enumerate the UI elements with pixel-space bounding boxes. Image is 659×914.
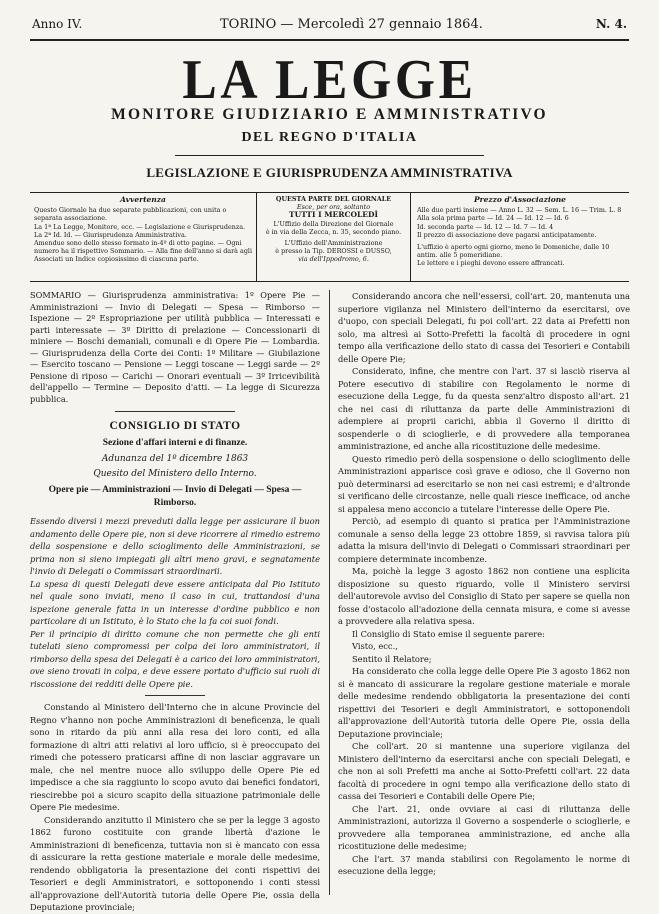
massima-paragraph: La spesa di questi Delegati deve essere anticipata dal Pio Istituto nel quale sono inviati, meno il caso in cui, trattandosi d'una ispezione generale fatta in un interesse d'ordine pubblico e non particolare di un Istituto, è lo Stato che la fa coi suoi fondi. — [30, 578, 320, 626]
info-boxes — [30, 192, 629, 282]
body-paragraph: Visto, ecc., — [352, 641, 398, 651]
body-paragraph: Che coll'art. 20 si mantenne una superiore vigilanza del Ministero dell'interno da esercitarsi anche con speciali Delegati, e che non ai soli Prefetti ma anche ai Sotto-Prefetti coll'art. 22 data facoltà di procedere in ogni tempo alla verificazione dello stato di cassa dei Tesorieri e Contabili delle Opere Pie; — [338, 741, 630, 801]
body-paragraph: Che l'art. 21, onde ovviare ai casi di riluttanza delle Amministrazioni, autorizza il Governo a sospenderle o scioglierle, e provvedere alla temporanea amministrazione, ed anche alla ricostituzione delle medesime; — [338, 803, 630, 851]
publication-line: TUTTI I MERCOLEDÌ — [288, 210, 378, 220]
consiglio-heading: CONSIGLIO DI STATO — [109, 420, 241, 432]
massima-paragraph: Essendo diversi i mezzi preveduti dalla legge per assicurare il buon andamento delle Opere pie, non si deve ricorrere al rimedio estremo della sospensione e dello scioglimento delle Amministrazioni, se prima non si sieno impiegati gli altri meno gravi, e segnatamente l'invio di Delegati o Commissari straordinarii. — [30, 516, 320, 576]
body-paragraph: Sentito il Relatore; — [352, 653, 432, 664]
section-heading: LEGISLAZIONE E GIURISPRUDENZA AMMINISTRATIVA — [146, 165, 513, 180]
prezzo-note: Le lettere e i pieghi devono essere affrancati. — [417, 259, 565, 268]
right-column — [338, 290, 630, 878]
avvertenza-line: La 2ª Id. Id. — Giurisprudenza Amministrativa. — [34, 230, 187, 239]
masthead-topline — [32, 17, 627, 37]
publication-line: è presso la Tip. DEROSSI e DUSSO, — [275, 247, 392, 256]
publication-line: QUESTA PARTE DEL GIORNALE — [275, 195, 392, 203]
massima-paragraph: Per il principio di diritto comune che non permette che gli enti tutelati sieno compromessi per colpa dei loro amministratori, il rimborso della spesa dei Delegati è a carico dei loro amministratori, ove sieno trovati in colpa, e deve essere portato d'ufficio sui ruoli di riscossione dei redditi delle Opere pie. — [30, 628, 320, 689]
avvertenza-heading: Avvertenza — [120, 195, 166, 204]
prezzo-row: Il prezzo di associazione deve pagarsi anticipatamente. — [417, 230, 597, 239]
body-paragraph: Ha considerato che colla legge delle Opere Pie 3 agosto 1862 non si è mancato di assicurare la regolare gestione materiale e morale delle medesime rendendo obbligatoria la presentazione dei conti rispettivi dei Tesorieri e degli Amministratori, e sottoponendoli all'approvazione dell'Autorità tutoria delle Opere Pie, ossia della Deputazione provinciale; — [338, 666, 630, 739]
newspaper-title: LA LEGGE — [182, 49, 477, 111]
prezzo-box — [411, 193, 629, 281]
body-paragraph: Ma, poichè la legge 3 agosto 1862 non contiene una esplicita disposizione su questo riguardo, volle il Ministero servirsi dell'autorevole avviso del Consiglio di Stato per sapere se quella non fosse d'ostacolo all'adozione della cennata misura, e come si avesse a provvedere alla relativa spesa. — [338, 566, 630, 626]
massima-rule — [145, 695, 205, 696]
publication-line: Esce, per ora, soltanto — [296, 203, 371, 212]
volume-label: Anno IV. — [32, 17, 83, 31]
body-paragraph: Perciò, ad esempio di quanto si pratica per l'Amministrazione comunale a senso della legge 23 ottobre 1859, si ravvisa talora più adatta la misura dell'invio di Delegati o Commissari straordinari per compiere determinate incombenze. — [338, 516, 630, 564]
body-paragraph: Considerando ancora che nell'essersi, coll'art. 20, mantenuta una superiore vigilanza nel Ministero dell'interno da esercitarsi, ove d'uopo, con speciali Delegati, fu poi coll'art. 22 data ai Prefetti non solo, ma altresì ai Sotto-Prefetti la facoltà di procedere in ogni tempo alla verificazione dello stato di cassa dei Tesorieri e Contabili delle Opere Pie; — [338, 291, 630, 364]
body-paragraph: Considerato, infine, che mentre con l'art. 37 si lasciò riserva al Potere esecutivo di stabilire con Regolamento le norme di esecuzione della Legge, fu da questa senz'altro disposto all'art. 21 che nei casi di riluttanza da parte delle Amministrazioni di adempiere ai proprii carichi, abbia il Governo il diritto di sospenderle o di scioglierle, e di provvedere alla temporanea amministrazione, ed anche alla ricostituzione delle medesime. — [338, 366, 630, 451]
quesito-line: Quesito del Ministero dello Interno. — [93, 468, 257, 479]
body-paragraph: Questo rimedio però della sospensione o dello scioglimento delle Amministrazioni apparisce così grave e odioso, che il Governo non può determinarsi ad esercitarlo se non nei casi estremi; e d'altronde si verificano delle circostanze, nelle quali riesce inefficace, od anche si appalesa meno acconcio a tutelare l'interesse delle Opere Pie. — [338, 453, 630, 514]
avvertenza-line: Amendue sono dello stesso formato in-4º di otto pagine. — Ogni numero ha il rispettivo Sommario. — Alla fine dell'anno si darà agli Associati un Indice copiosissimo di ciascuna parte. — [34, 239, 252, 264]
newspaper-subtitle-kingdom: DEL REGNO D'ITALIA — [241, 130, 418, 145]
prezzo-row: Alle due parti insieme — Anno L. 32 — Sem. L. 16 — Trim. L. 8 — [417, 206, 622, 215]
prezzo-row: Alla sola prima parte — Id. 24 — Id. 12 — Id. 6 — [417, 214, 569, 223]
newspaper-subtitle: MONITORE GIUDIZIARIO E AMMINISTRATIVO — [111, 106, 548, 123]
sommario: SOMMARIO — Giurisprudenza amministrativa: 1º Opere Pie — Amministrazioni — Invio di Delegati — Spesa — Rimborso — Ispezione — 2º Espropriazione per utilità pubblica — Interessati e parti interessate — 3º Diritto di prelazione — Concessionarii di miniere — Boschi demaniali, comunali e di Opere Pie — Lombardia. — Giurisprudenza della Corte dei Conti: 1º Militare — Giubilazione — Esercito toscano — Pensione — Leggi toscane — Leggi sarde — 2º Pensione di riposo — Carichi — Onorari eventuali — 3º Irricevibilità dell'appello — Termine — Deposito d'atti. — La legge di Sicurezza pubblica. — [30, 290, 320, 404]
publication-line: L'Uffizio dell'Amministrazione — [284, 239, 383, 248]
avvertenza-box — [30, 193, 256, 281]
publication-box — [256, 193, 411, 281]
body-paragraph: Constando al Ministero dell'Interno che in alcune Provincie del Regno v'hanno non poche Amministrazioni di beneficenza, le quali sono in ritardo da più anni alla resa dei loro conti, ed alla formazione di altri atti relativi al loro ufficio, si è preoccupato dei rimedi che potessero praticarsi affine di non lasciar aggravare un male, che nel mentre nuoce allo sviluppo delle Opere Pie ed impedisce a che sia raggiunto lo scopo avuto dai benefici fondatori, riescirebbe poi a sicuro scapito della situazione patrimoniale delle Opere Pie medesime. — [30, 702, 320, 812]
avvertenza-line: La 1ª La Legge, Monitore, ecc. — Legislazione e Giurisprudenza. — [34, 222, 246, 231]
issue-number: N. 4. — [595, 17, 627, 31]
body-paragraph: Considerando anzitutto il Ministero che se per la legge 3 agosto 1862 furono costituite con grande libertà d'azione le Amministrazioni di beneficenza, tuttavia non si è mancato con essa di assicurare la retta gestione materiale e morale delle medesime, rendendo obbligatoria la presentazione dei conti rispettivi dei Tesorieri e degli Amministratori, e sottoponendo i conti stessi all'approvazione dell'Autorità tutoria delle Opere Pie, ossia della Deputazione provinciale; — [30, 814, 320, 912]
dateline: TORINO — Mercoledì 27 gennaio 1864. — [220, 17, 483, 32]
publication-line: è in via della Zecca, n. 35, secondo piano. — [265, 227, 402, 236]
body-paragraph: Che l'art. 37 manda stabilirsi con Regolamento le norme di esecuzione della legge; — [338, 853, 630, 876]
section-rule — [175, 155, 484, 156]
masthead-rule — [30, 39, 629, 41]
prezzo-row: Id. seconda parte — Id. 12 — Id. 7 — Id. 4 — [417, 222, 554, 231]
body-paragraph: Il Consiglio di Stato emise il seguente parere: — [352, 628, 545, 639]
prezzo-note: L'uffizio è aperto ogni giorno, meno le Domeniche, dalle 10 antim. alle 5 pomeridiane. — [417, 243, 610, 260]
prezzo-heading: Prezzo d'Associazione — [474, 195, 566, 204]
avvertenza-line: Questo Giornale ha due separate pubblicazioni, con unita o separata associazione. — [34, 206, 227, 223]
left-column — [30, 290, 320, 914]
sezione-heading: Sezione d'affari interni e di finanze. — [102, 437, 248, 448]
column-divider — [329, 290, 330, 895]
adunanza-date: Adunanza del 1º dicembre 1863 — [101, 454, 249, 464]
sommario-rule — [115, 411, 235, 412]
massima-title: Opere pie — Amministrazioni — Invio di Delegati — Spesa — Rimborso. — [48, 485, 302, 508]
publication-line: L'Uffizio della Direzione del Giornale — [273, 219, 394, 228]
publication-line: via dell'Ippodromo, 6. — [298, 255, 369, 264]
